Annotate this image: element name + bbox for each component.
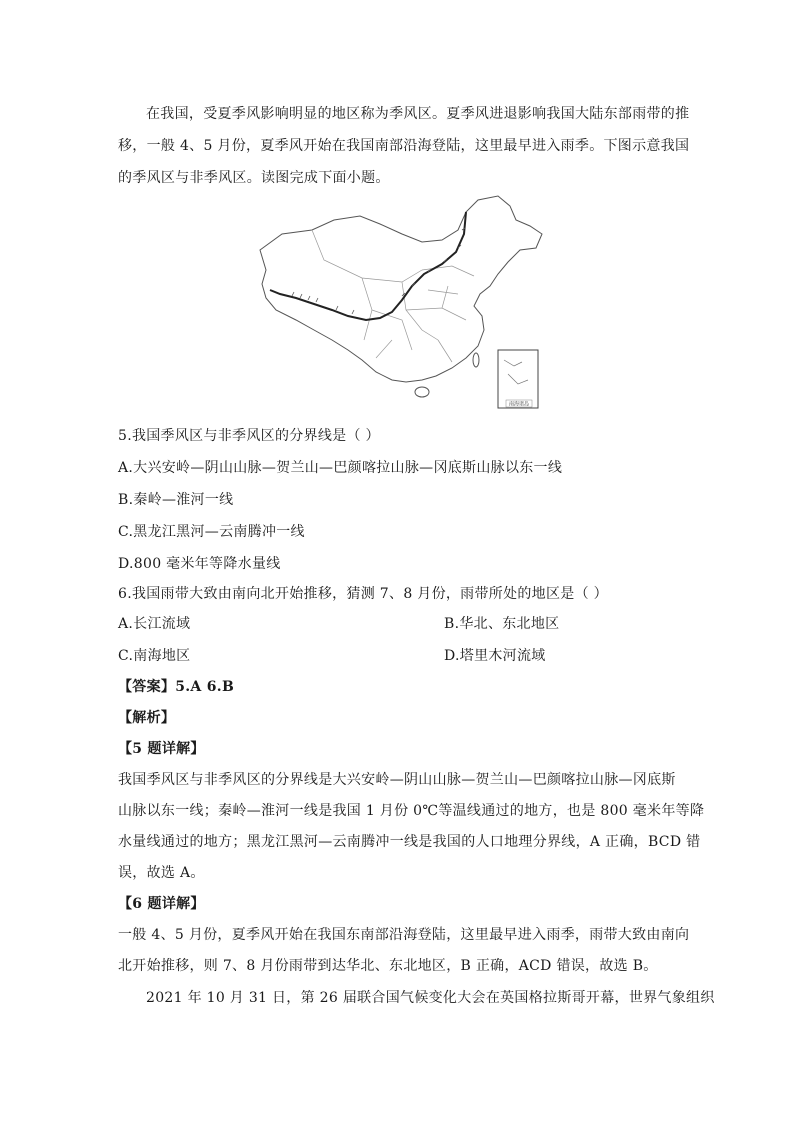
detail6-heading: 【6 题详解】	[118, 896, 205, 912]
intro-line-1: 在我国，受夏季风影响明显的地区称为季风区。夏季风进退影响我国大陆东部雨带的推	[146, 106, 690, 122]
next-passage-line-1: 2021 年 10 月 31 日，第 26 届联合国气候变化大会在英国格拉斯哥开幕，世界气象组织	[146, 990, 715, 1006]
q5-option-d: D.800 毫米年等降水量线	[118, 556, 281, 572]
detail6-line-2: 北开始推移，则 7、8 月份雨带到达华北、东北地区，B 正确，ACD 错误，故选 B。	[118, 958, 658, 974]
taiwan-island	[473, 353, 479, 367]
detail5-line-2: 山脉以东一线；秦岭—淮河一线是我国 1 月份 0℃等温线通过的地方，也是 800 毫米年等降	[118, 803, 705, 819]
detail5-line-4: 误，故选 A。	[118, 865, 205, 881]
answer-line: 【答案】5.A 6.B	[118, 679, 235, 695]
analysis-heading: 【解析】	[118, 710, 176, 726]
q5-option-c: C.黑龙江黑河—云南腾冲一线	[118, 524, 305, 540]
detail5-line-3: 水量线通过的地方；黑龙江黑河—云南腾冲一线是我国的人口地理分界线，A 正确，BCD 错	[118, 834, 701, 850]
china-map-outline	[252, 190, 552, 415]
intro-line-2: 移，一般 4、5 月份，夏季风开始在我国南部沿海登陆，这里最早进入雨季。下图示意我国	[118, 138, 690, 154]
q6-option-b: B.华北、东北地区	[444, 616, 560, 632]
south-china-sea-inset	[498, 350, 538, 408]
china-monsoon-map	[252, 190, 552, 415]
inset-label: 南海诸岛	[508, 401, 530, 408]
hainan-island	[415, 387, 429, 397]
q6-option-c: C.南海地区	[118, 648, 191, 664]
mountain-hatching	[292, 228, 465, 314]
q5-option-a: A.大兴安岭—阴山山脉—贺兰山—巴颜喀拉山脉—冈底斯山脉以东一线	[118, 460, 563, 476]
intro-line-3: 的季风区与非季风区。读图完成下面小题。	[118, 170, 390, 186]
detail5-line-1: 我国季风区与非季风区的分界线是大兴安岭—阴山山脉—贺兰山—巴颜喀拉山脉—冈底斯	[118, 772, 676, 788]
detail6-line-1: 一般 4、5 月份，夏季风开始在我国东南部沿海登陆，这里最早进入雨季，雨带大致由南向	[118, 927, 690, 943]
q6-stem: 6.我国雨带大致由南向北开始推移，猜测 7、8 月份，雨带所处的地区是（ ）	[118, 586, 608, 602]
detail5-heading: 【5 题详解】	[118, 741, 205, 757]
q6-option-d: D.塔里木河流域	[444, 648, 546, 664]
q5-stem: 5.我国季风区与非季风区的分界线是（ ）	[118, 428, 380, 444]
q5-option-b: B.秦岭—淮河一线	[118, 492, 234, 508]
q6-option-a: A.长江流域	[118, 616, 191, 632]
monsoon-boundary-line	[270, 212, 466, 320]
mainland-border	[260, 196, 542, 382]
